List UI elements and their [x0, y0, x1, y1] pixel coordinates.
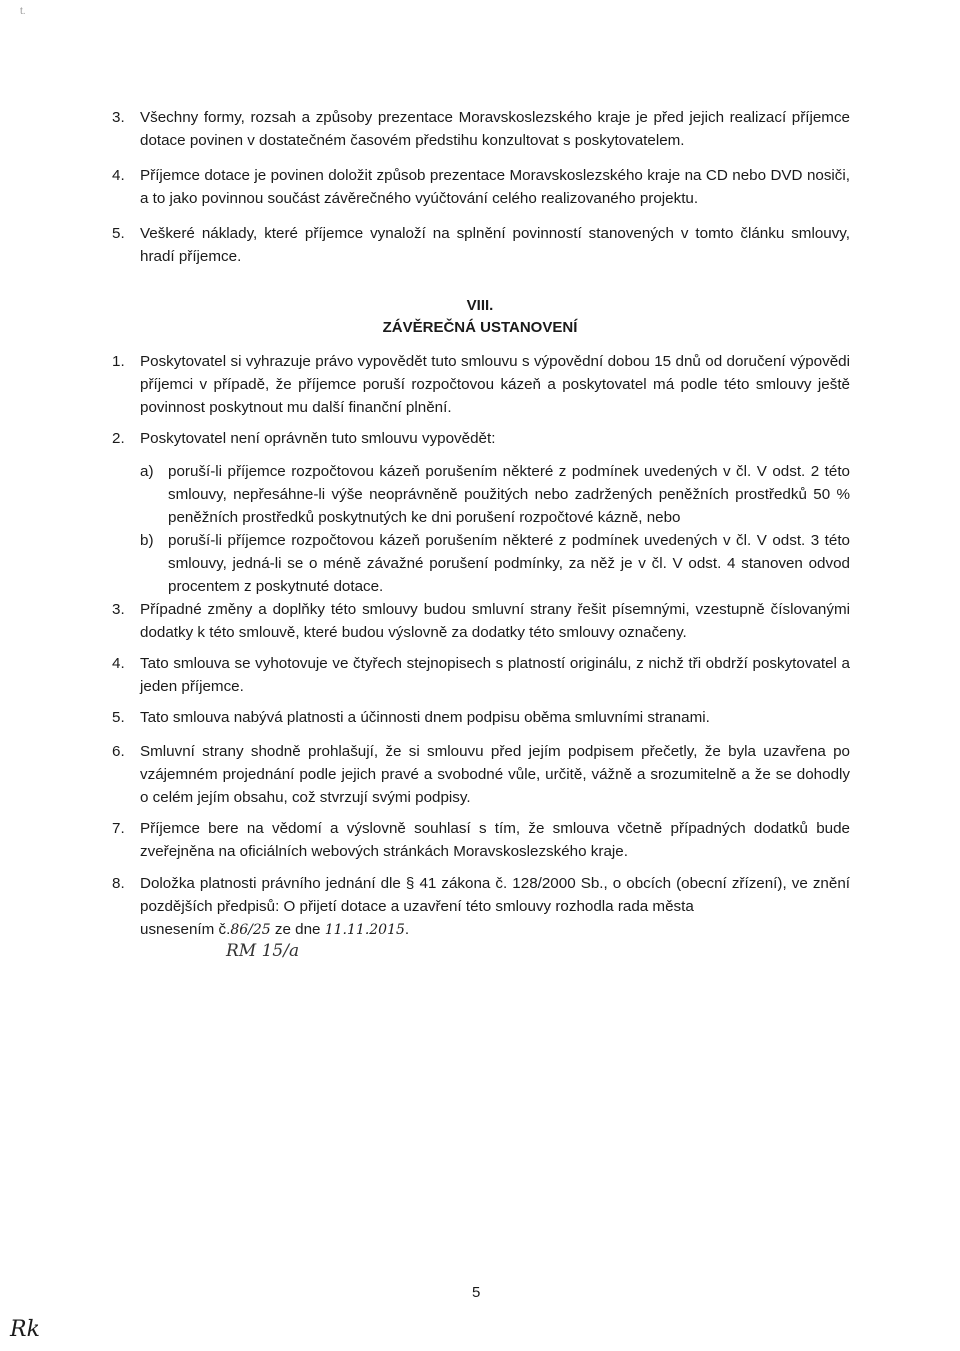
list-item — [112, 164, 850, 210]
item-text: Poskytovatel není oprávněn tuto smlouvu vypovědět: — [140, 430, 496, 447]
item-text: Veškeré náklady, které příjemce vynaloží na splnění povinností stanovených v tomto článku smlouvy, hradí příjemce. — [140, 225, 850, 265]
item-text: Smluvní strany shodně prohlašují, že si smlouvu před jejím podpisem přečetly, že byla uzavřena po vzájemném projednání podle jejich pravé a svobodné vůle, určitě, vážně a srozumitelně a že se dohodly o celém jejím obsahu, což stvrzují svými podpisy. — [140, 743, 850, 806]
list-item — [112, 706, 850, 729]
item-text: Tato smlouva nabývá platnosti a účinnosti dnem podpisu oběma smluvními stranami. — [140, 709, 710, 726]
item-number: 5. — [112, 225, 125, 242]
item-number: 3. — [112, 109, 125, 126]
sub-item — [140, 529, 850, 598]
item-number: 1. — [112, 353, 125, 370]
page-number: 5 — [472, 1284, 481, 1301]
list-item — [112, 427, 850, 450]
list-item — [112, 350, 850, 419]
section-title: ZÁVĚREČNÁ USTANOVENÍ — [382, 319, 578, 336]
item-text: Všechny formy, rozsah a způsoby prezentace Moravskoslezského kraje je před jejich realizací příjemce dotace povinen v dostatečném časovém předstihu konzultovat s poskytovatelem. — [140, 109, 850, 149]
item-number: 2. — [112, 430, 125, 447]
item-number: 5. — [112, 709, 125, 726]
clause-text: Doložka platnosti právního jednání dle § 41 zákona č. 128/2000 Sb., o obcích (obecní zřízení), ve znění pozdějších předpisů: O přijetí dotace a uzavření této smlouvy rozhodla rada města — [140, 875, 850, 915]
item-text: Příjemce dotace je povinen doložit způsob prezentace Moravskoslezského kraje na CD nebo DVD nosiči, a to jako povinnou součást závěrečného vyúčtování celého realizovaného projektu. — [140, 167, 850, 207]
item-text: Poskytovatel si vyhrazuje právo vypovědět tuto smlouvu s výpovědní dobou 15 dnů od doručení výpovědi příjemci v případě, že příjemce poruší rozpočtovou kázeň a poskytovatel má podle této smlouvy ještě povinnost poskytnout mu další finanční plnění. — [140, 353, 850, 416]
sub-item — [140, 460, 850, 529]
handwritten-initials: Rk — [10, 1317, 40, 1342]
list-item — [112, 817, 850, 863]
item-number: 8. — [112, 875, 125, 892]
item-text: Případné změny a doplňky této smlouvy budou smluvní strany řešit písemnými, vzestupně číslovanými dodatky k této smlouvě, které budou výslovně za dodatky této smlouvy označeny. — [140, 601, 850, 641]
item-text: Tato smlouva se vyhotovuje ve čtyřech stejnopisech s platností originálu, z nichž tři obdrží poskytovatel a jeden příjemce. — [140, 655, 850, 695]
date-end: . — [404, 921, 410, 938]
item-number: 7. — [112, 820, 125, 837]
sub-item-letter: b) — [140, 532, 154, 549]
section-number: VIII. — [466, 297, 494, 314]
list-item — [112, 598, 850, 644]
list-item — [112, 740, 850, 809]
item-text: Příjemce bere na vědomí a výslovně souhlasí s tím, že smlouva včetně případných dodatků bude zveřejněna na oficiálních webových stránkách Moravskoslezského kraje. — [140, 820, 850, 860]
sub-item-text: poruší-li příjemce rozpočtovou kázeň porušením některé z podmínek uvedených v čl. V odst. 3 této smlouvy, jedná-li se o méně závažné porušení podmínky, za něž je v čl. V odst. 4 stanoven odvod procentem z poskytnuté dotace. — [168, 532, 850, 595]
date-prefix: ze dne — [270, 921, 325, 938]
handwritten-note: RM 15/a — [226, 941, 300, 961]
scan-mark: t. — [20, 6, 26, 17]
handwritten-resolution-number: 86/25 — [230, 922, 271, 938]
item-text — [140, 872, 850, 942]
sub-item-text: poruší-li příjemce rozpočtovou kázeň porušením některé z podmínek uvedených v čl. V odst. 2 této smlouvy, nepřesáhne-li výše neoprávněně použitých nebo zadržených peněžních prostředků 50 % peněžních prostředků poskytnutých ke dni porušení rozpočtové kázně, nebo — [168, 463, 850, 526]
list-item — [112, 872, 850, 942]
item-number: 4. — [112, 655, 125, 672]
handwritten-date: 11.11.2015 — [324, 922, 405, 938]
list-item — [112, 222, 850, 268]
resolution-prefix: usnesením č. — [140, 921, 231, 938]
sub-item-letter: a) — [140, 463, 154, 480]
list-item — [112, 652, 850, 698]
item-number: 6. — [112, 743, 125, 760]
list-item — [112, 106, 850, 152]
item-number: 4. — [112, 167, 125, 184]
item-number: 3. — [112, 601, 125, 618]
